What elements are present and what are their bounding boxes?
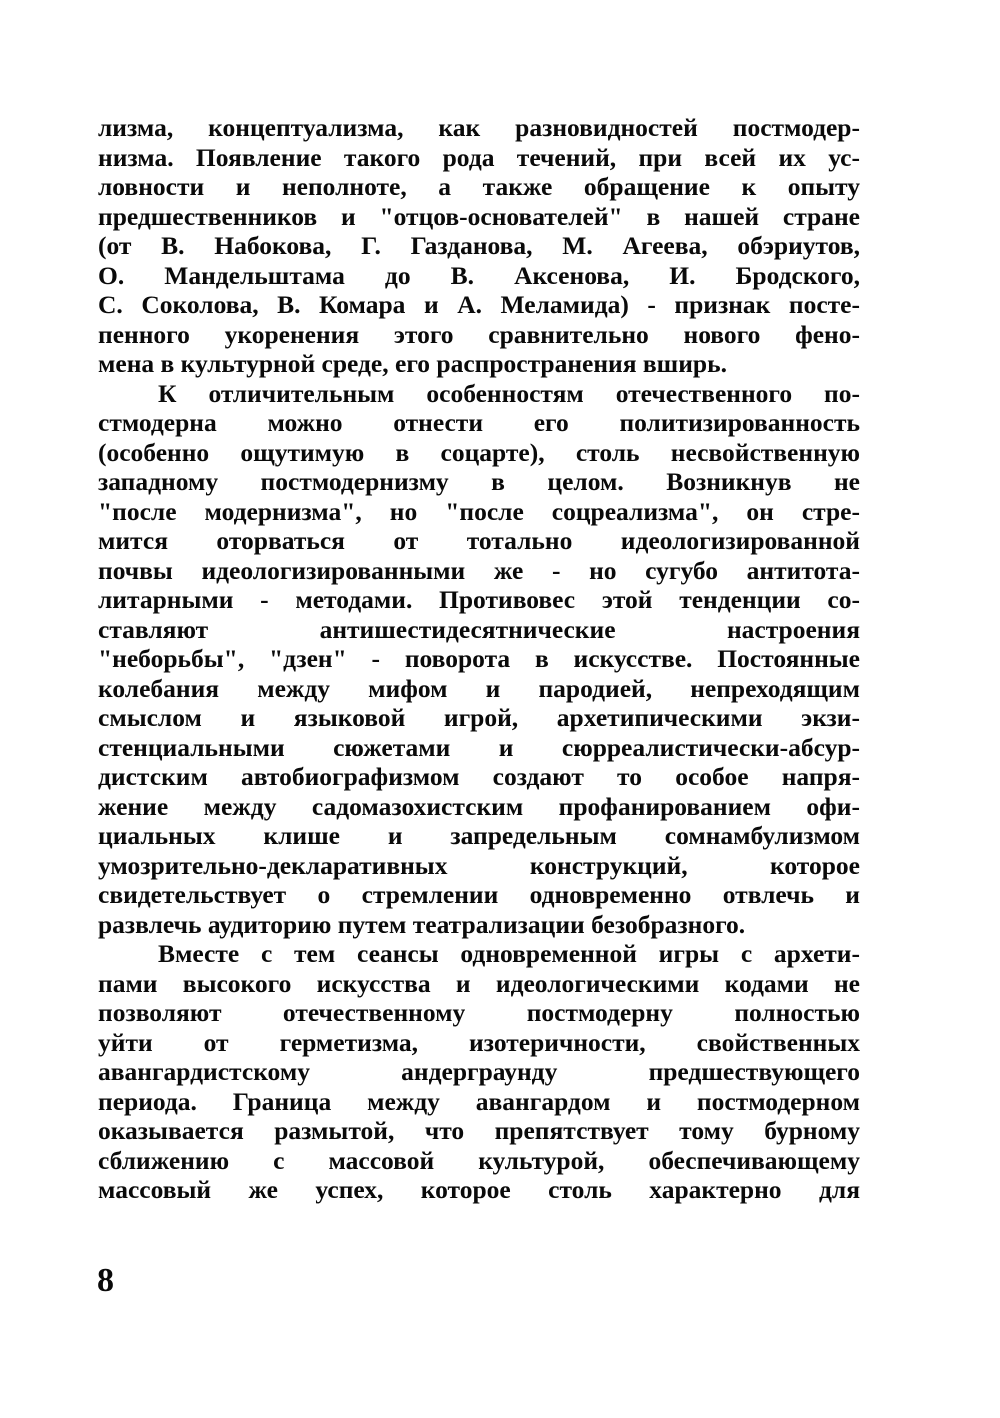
text-line: лизма, концептуализма, как разновидностей постмодер- (98, 113, 860, 142)
text-line: пами высокого искусства и идеологическими кодами не (98, 968, 860, 998)
text-line: умозрительно-декларативных конструкций, которое (98, 850, 860, 880)
text-line: С. Соколова, В. Комара и А. Меламида) - признак посте- (98, 290, 860, 319)
text-line: ловности и неполноте, а также обращение к опыту (98, 172, 860, 201)
body-text (98, 113, 860, 1205)
text-line: мится оторваться от тотально идеологизированной (98, 526, 860, 555)
text-line: "неборьбы", "дзен" - поворота в искусстве. Постоянные (98, 644, 860, 673)
text-line: развлечь аудиторию путем театрализации безобразного. (98, 909, 746, 939)
text-line: литарными - методами. Противовес этой тенденции со- (98, 585, 860, 614)
text-line: дистским автобиографизмом создают то особое напря- (98, 762, 860, 791)
text-line: смыслом и языковой игрой, архетипическими экзи- (98, 703, 860, 732)
text-line: западному постмодернизму в целом. Возникнув не (98, 467, 860, 496)
text-line: циальных клише и запредельным сомнамбулизмом (98, 821, 860, 850)
text-line: позволяют отечественному постмодерну полностью (98, 998, 860, 1027)
text-line: свидетельствует о стремлении одновременно отвлечь и (98, 880, 860, 909)
page-number: 8 (97, 1262, 114, 1299)
text-line: уйти от герметизма, изотеричности, свойственных (98, 1027, 860, 1057)
text-line: мена в культурной среде, его распространения вширь. (98, 349, 727, 378)
text-line: О. Мандельштама до В. Аксенова, И. Бродского, (98, 260, 860, 290)
text-line: низма. Появление такого рода течений, при всей их ус- (98, 142, 860, 172)
text-line: "после модернизма", но "после соцреализма", он стре- (98, 496, 860, 526)
paragraph-first-line: Вместе с тем сеансы одновременной игры с архети- (158, 939, 860, 968)
text-line: пенного укоренения этого сравнительно нового фено- (98, 319, 860, 349)
text-line: стмодерна можно отнести его политизированность (98, 408, 860, 437)
text-line: колебания между мифом и пародией, непреходящим (98, 673, 860, 703)
text-line: (особенно ощутимую в соцарте), столь несвойственную (98, 437, 860, 467)
paragraph-first-line: К отличительным особенностям отечественного по- (158, 378, 860, 408)
text-line: (от В. Набокова, Г. Газданова, М. Агеева, обэриутов, (98, 231, 860, 260)
text-line: оказывается размытой, что препятствует тому бурному (98, 1116, 860, 1145)
text-line: сближению с массовой культурой, обеспечивающему (98, 1145, 860, 1175)
text-line: периода. Граница между авангардом и постмодерном (98, 1086, 860, 1116)
text-line: предшественников и "отцов-основателей" в нашей стране (98, 201, 860, 231)
text-line: массовый же успех, которое столь характерно для (98, 1175, 860, 1204)
text-line: жение между садомазохистским профанированием офи- (98, 791, 860, 821)
text-line: авангардистскому андерграунду предшествующего (98, 1057, 860, 1086)
text-line: ставляют антишестидесятнические настроения (98, 614, 860, 644)
text-line: стенциальными сюжетами и сюрреалистически-абсур- (98, 732, 860, 762)
text-line: почвы идеологизированными же - но сугубо антитота- (98, 555, 860, 585)
